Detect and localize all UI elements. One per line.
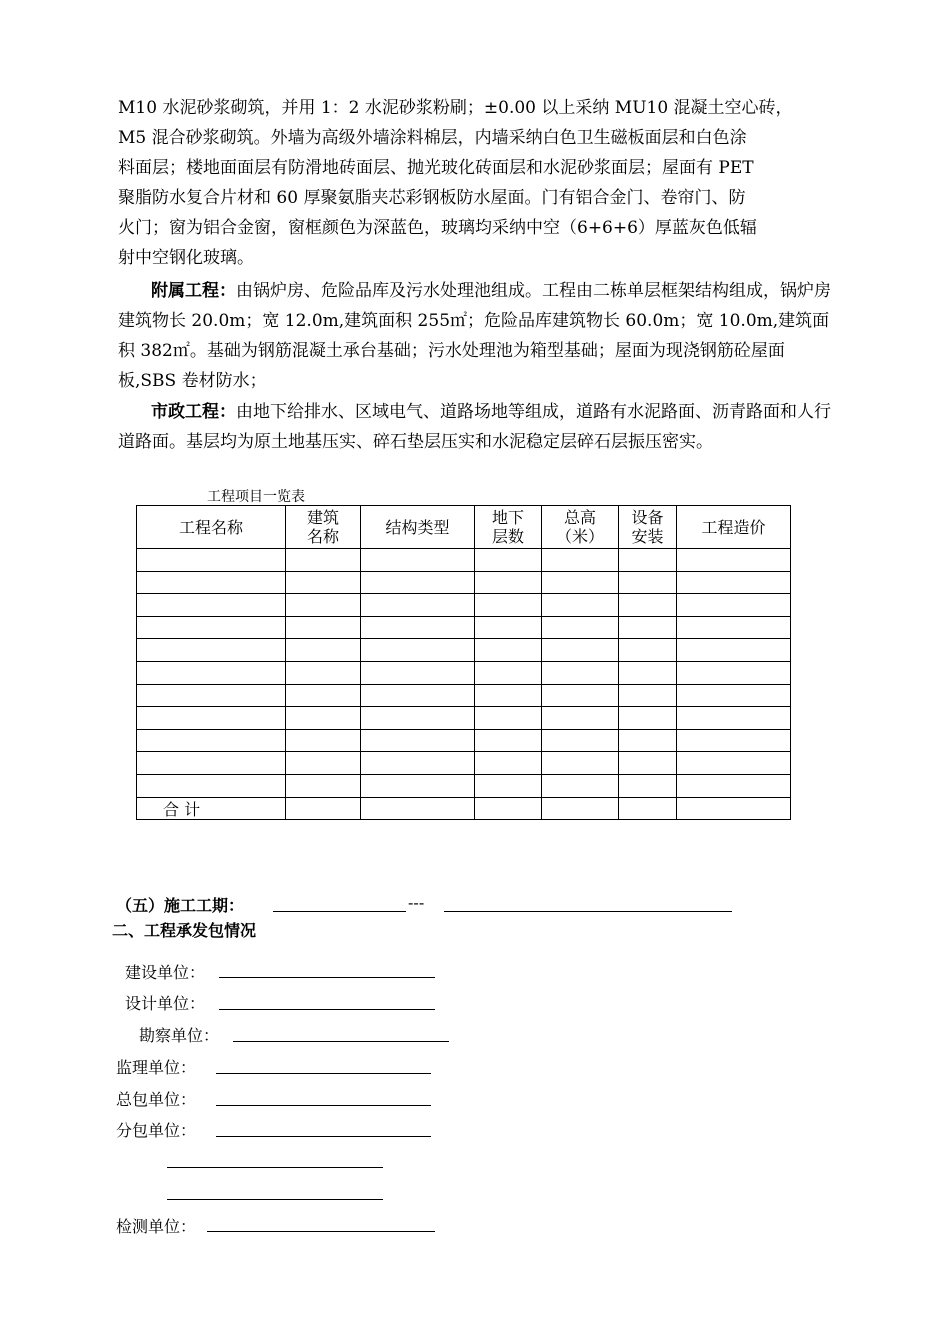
testing-unit-label: 检测单位：	[116, 1217, 197, 1236]
paragraph-municipal	[118, 397, 836, 457]
construction-period-label: （五）施工工期：	[116, 896, 245, 915]
construction-unit-field[interactable]	[219, 977, 435, 978]
text-line: M5 混合砂浆砌筑。外墙为高级外墙涂料棉层，内墙采纳白色卫生磁板面层和白色涂	[118, 128, 747, 148]
paragraph-auxiliary	[118, 276, 836, 396]
section-title: 二、工程承发包情况	[112, 921, 257, 940]
header-equipment: 设备 安装	[619, 506, 677, 549]
table-row	[137, 774, 791, 797]
paragraph-materials	[118, 93, 836, 273]
auxiliary-label: 附属工程：	[151, 281, 236, 301]
header-project-name: 工程名称	[137, 506, 286, 549]
construction-unit-label: 建设单位：	[125, 963, 206, 982]
testing-unit-field[interactable]	[207, 1231, 435, 1232]
table-row	[137, 707, 791, 730]
header-structure-type: 结构类型	[361, 506, 475, 549]
table-row	[137, 594, 791, 617]
subcontractor-extra-field[interactable]	[167, 1199, 383, 1200]
table-row	[137, 684, 791, 707]
table-row	[137, 549, 791, 572]
table-row	[137, 639, 791, 662]
period-start-field[interactable]	[273, 911, 406, 912]
table-row	[137, 661, 791, 684]
table-row	[137, 616, 791, 639]
table-row	[137, 752, 791, 775]
subcontractor-label: 分包单位：	[116, 1121, 197, 1140]
text-line: 火门；窗为铝合金窗，窗框颜色为深蓝色，玻璃均采纳中空（6+6+6）厚蓝灰色低辐	[118, 218, 757, 238]
table-row	[137, 729, 791, 752]
header-underground-floors: 地下 层数	[475, 506, 542, 549]
total-label: 合 计	[137, 797, 286, 820]
municipal-text: 由地下给排水、区域电气、道路场地等组成，道路有水泥路面、沥青路面和人行道路面。基层均为原土地基压实、碎石垫层压实和水泥稳定层碎石层振压密实。	[118, 402, 831, 452]
table-row	[137, 571, 791, 594]
table-header-row	[137, 506, 791, 549]
text-line: M10 水泥砂浆砌筑，并用 1：2 水泥砂浆粉刷；±0.00 以上采纳 MU10 混凝土空心砖，	[118, 98, 793, 118]
supervision-unit-field[interactable]	[216, 1073, 431, 1074]
survey-unit-field[interactable]	[233, 1041, 449, 1042]
auxiliary-text: 由锅炉房、危险品库及污水处理池组成。工程由二栋单层框架结构组成，锅炉房建筑物长 20.0m；宽 12.0m,建筑面积 255㎡；危险品库建筑物长 60.0m；宽 10.0m,建筑面积 382㎡。基础为钢筋混凝土承台基础；污水处理池为箱型基础；屋面为现浇钢筋砼屋面板,SBS 卷材防水；	[118, 281, 831, 391]
supervision-unit-label: 监理单位：	[116, 1058, 197, 1077]
subcontractor-extra-field[interactable]	[167, 1167, 383, 1168]
table-total-row	[137, 797, 791, 820]
table-caption: 工程项目一览表	[207, 489, 305, 505]
header-total-height: 总高 （米）	[542, 506, 619, 549]
municipal-label: 市政工程：	[151, 402, 236, 422]
design-unit-field[interactable]	[219, 1009, 435, 1010]
subcontractor-field[interactable]	[216, 1136, 431, 1137]
period-separator: ---	[408, 893, 425, 912]
survey-unit-label: 勘察单位：	[139, 1026, 220, 1045]
text-line: 射中空钢化玻璃。	[118, 248, 254, 268]
project-table	[136, 505, 791, 820]
general-contractor-label: 总包单位：	[116, 1090, 197, 1109]
period-end-field[interactable]	[444, 911, 732, 912]
header-building-name: 建筑 名称	[286, 506, 361, 549]
text-line: 料面层；楼地面面层有防滑地砖面层、抛光玻化砖面层和水泥砂浆面层；屋面有 PET	[118, 158, 754, 178]
text-line: 聚脂防水复合片材和 60 厚聚氨脂夹芯彩钢板防水屋面。门有铝合金门、卷帘门、防	[118, 188, 746, 208]
header-project-cost: 工程造价	[677, 506, 791, 549]
general-contractor-field[interactable]	[216, 1105, 431, 1106]
design-unit-label: 设计单位：	[125, 994, 206, 1013]
